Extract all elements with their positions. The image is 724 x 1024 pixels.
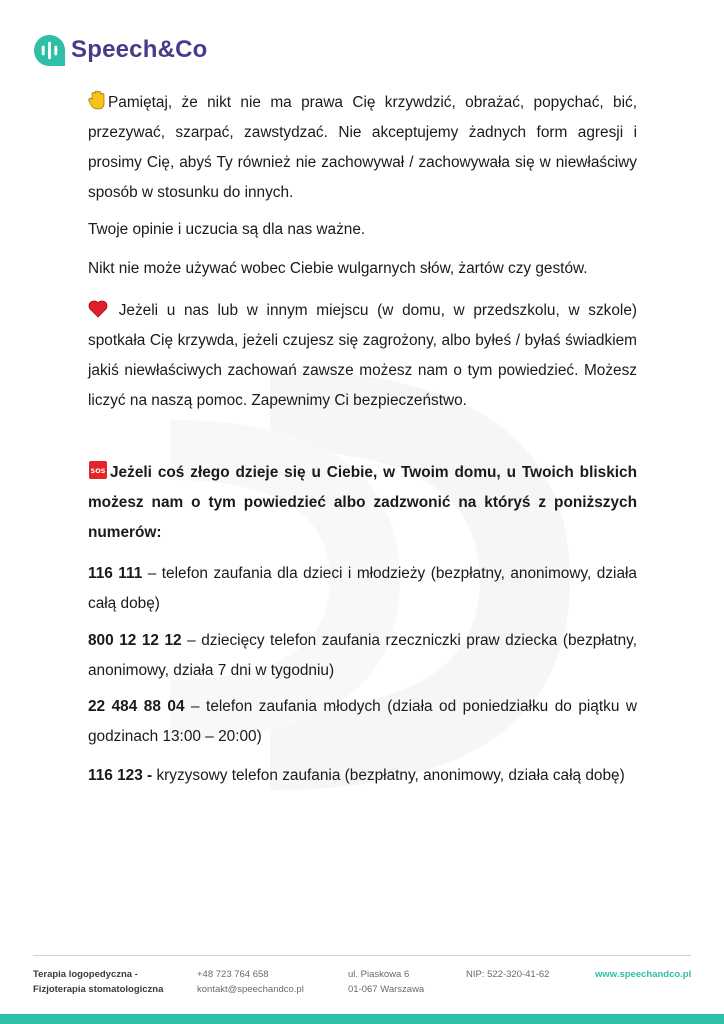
footer-address (348, 967, 424, 997)
hotline-description: – dziecięcy telefon zaufania rzeczniczki praw dziecka (bezpłatny, anonimowy, działa 7 dni w tygodniu) (88, 632, 637, 679)
raised-hand-icon (88, 90, 106, 110)
brand-name: Speech&Co (71, 36, 208, 63)
hotline-description: – telefon zaufania dla dzieci i młodzieży (bezpłatny, anonimowy, działa całą dobę) (88, 565, 637, 612)
brand-logo[interactable] (33, 32, 208, 68)
footer-service-speech: Terapia logopedyczna - (33, 969, 138, 980)
hotline-description: – telefon zaufania młodych (działa od poniedziałku do piątku w godzinach 13:00 – 20:00) (88, 698, 637, 745)
heart-icon (88, 300, 108, 318)
hotline-item (88, 692, 637, 752)
footer-contact (197, 967, 304, 997)
sos-icon-label: SOS (90, 467, 106, 475)
hotline-item (88, 559, 637, 619)
hotline-number[interactable]: 800 12 12 12 (88, 632, 182, 649)
hotline-item (88, 761, 637, 791)
paragraph-opinions: Twoje opinie i uczucia są dla nas ważne. (88, 221, 366, 238)
footer-divider (33, 955, 691, 956)
hotline-number[interactable]: 22 484 88 04 (88, 698, 185, 715)
paragraph-harm-text: Jeżeli u nas lub w innym miejscu (w domu, w przedszkolu, w szkole) spotkała Cię krzywda, jeżeli czujesz się zagrożony, albo byłeś / byłaś świadkiem jakiś niewłaściwych zachowań zawsze możesz nam o tym powiedzieć. Możesz liczyć na naszą pomoc. Zapewnimy Ci bezpieczeństwo. (88, 302, 637, 409)
footer-service-physio: Fizjoterapia stomatologiczna (33, 984, 164, 995)
hotline-number[interactable]: 116 111 (88, 565, 143, 582)
footer-city: 01-067 Warszawa (348, 984, 425, 995)
footer-accent-bar (0, 1014, 724, 1024)
sos-icon (88, 460, 108, 480)
hotline-item (88, 626, 637, 686)
footer-services (33, 967, 163, 997)
footer-website-link[interactable]: www.speechandco.pl (595, 969, 692, 980)
footer-street: ul. Piaskowa 6 (348, 969, 410, 980)
speech-bubble-icon (33, 34, 66, 67)
hotline-number[interactable]: 116 123 - (88, 767, 153, 784)
paragraph-harm (88, 296, 637, 416)
footer-phone[interactable]: +48 723 764 658 (197, 969, 269, 980)
paragraph-respect-text: Pamiętaj, że nikt nie ma prawa Cię krzywdzić, obrażać, popychać, bić, przezywać, szarpać, zawstydzać. Nie akceptujemy żadnych form agresji i prosimy Cię, abyś Ty również nie zachowywał / zachowywała się w niewłaściwy sposób w stosunku do innych. (88, 94, 637, 201)
footer-nip: NIP: 522-320-41-62 (466, 969, 550, 980)
paragraph-call-for-help (88, 458, 637, 548)
paragraph-no-vulgarity: Nikt nie może używać wobec Ciebie wulgarnych słów, żartów czy gestów. (88, 260, 588, 277)
paragraph-call-for-help-text: Jeżeli coś złego dzieje się u Ciebie, w Twoim domu, u Twoich bliskich możesz nam o tym powiedzieć albo zadzwonić na któryś z poniższych numerów: (88, 464, 637, 541)
hotline-description: kryzysowy telefon zaufania (bezpłatny, anonimowy, działa całą dobę) (152, 767, 625, 784)
footer-email[interactable]: kontakt@speechandco.pl (197, 984, 304, 995)
paragraph-respect (88, 88, 637, 208)
